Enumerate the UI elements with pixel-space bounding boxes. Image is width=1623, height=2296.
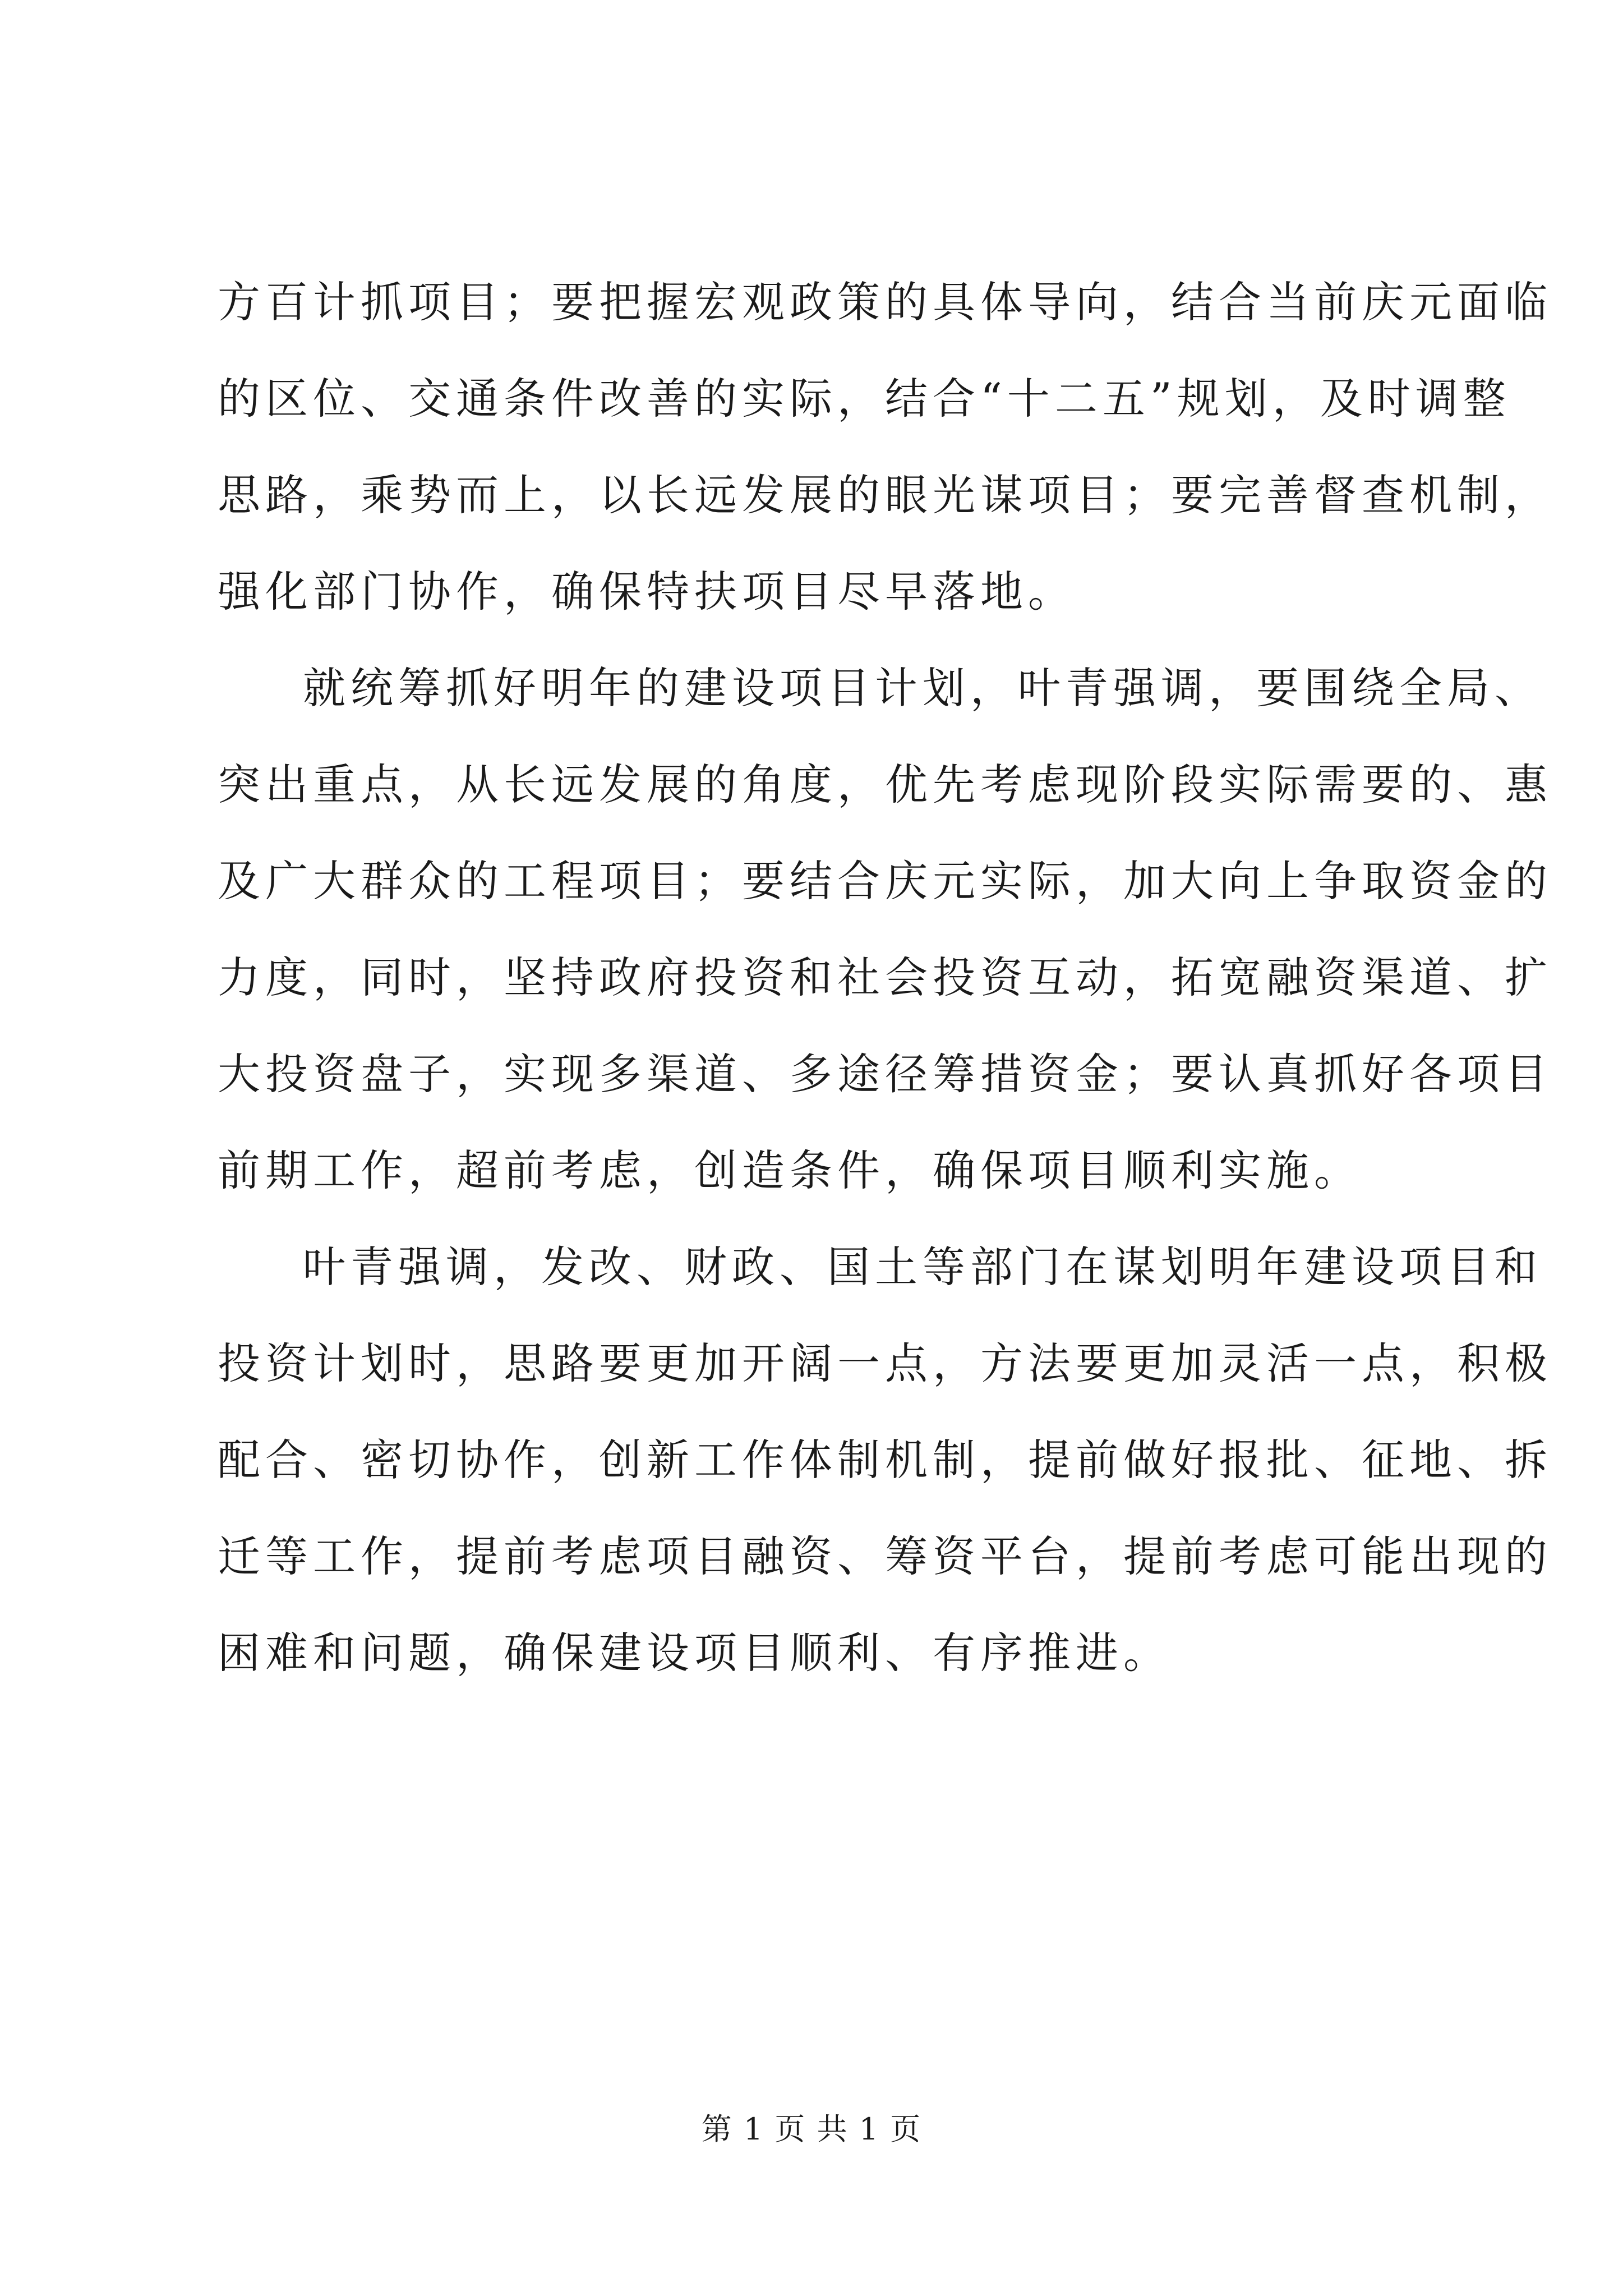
page-footer: 第 1 页 共 1 页 [701, 2111, 922, 2147]
text-line: 方百计抓项目；要把握宏观政策的具体导向，结合当前庆元面临 [218, 277, 1552, 327]
text-line: 强化部门协作，确保特扶项目尽早落地。 [218, 567, 1076, 616]
text-line: 迁等工作，提前考虑项目融资、筹资平台，提前考虑可能出现的 [218, 1531, 1552, 1581]
document-body [218, 254, 1552, 1701]
text-line: 就统筹抓好明年的建设项目计划，叶青强调，要围绕全局、 [303, 663, 1542, 713]
text-line: 及广大群众的工程项目；要结合庆元实际，加大向上争取资金的 [218, 856, 1552, 906]
text-line: 叶青强调，发改、财政、国土等部门在谋划明年建设项目和 [303, 1242, 1542, 1292]
text-line: 投资计划时，思路要更加开阔一点，方法要更加灵活一点，积极 [218, 1338, 1552, 1388]
text-line: 的区位、交通条件改善的实际，结合“十二五”规划，及时调整 [218, 374, 1511, 424]
text-line: 突出重点，从长远发展的角度，优先考虑现阶段实际需要的、惠 [218, 760, 1552, 809]
text-line: 大投资盘子，实现多渠道、多途径筹措资金；要认真抓好各项目 [218, 1049, 1552, 1099]
text-line: 思路，乘势而上，以长远发展的眼光谋项目；要完善督查机制， [218, 470, 1552, 520]
text-line: 前期工作，超前考虑，创造条件，确保项目顺利实施。 [218, 1145, 1362, 1195]
text-line: 配合、密切协作，创新工作体制机制，提前做好报批、征地、拆 [218, 1435, 1552, 1485]
text-line: 力度，同时，坚持政府投资和社会投资互动，拓宽融资渠道、扩 [218, 953, 1552, 1002]
text-line: 困难和问题，确保建设项目顺利、有序推进。 [218, 1628, 1171, 1678]
